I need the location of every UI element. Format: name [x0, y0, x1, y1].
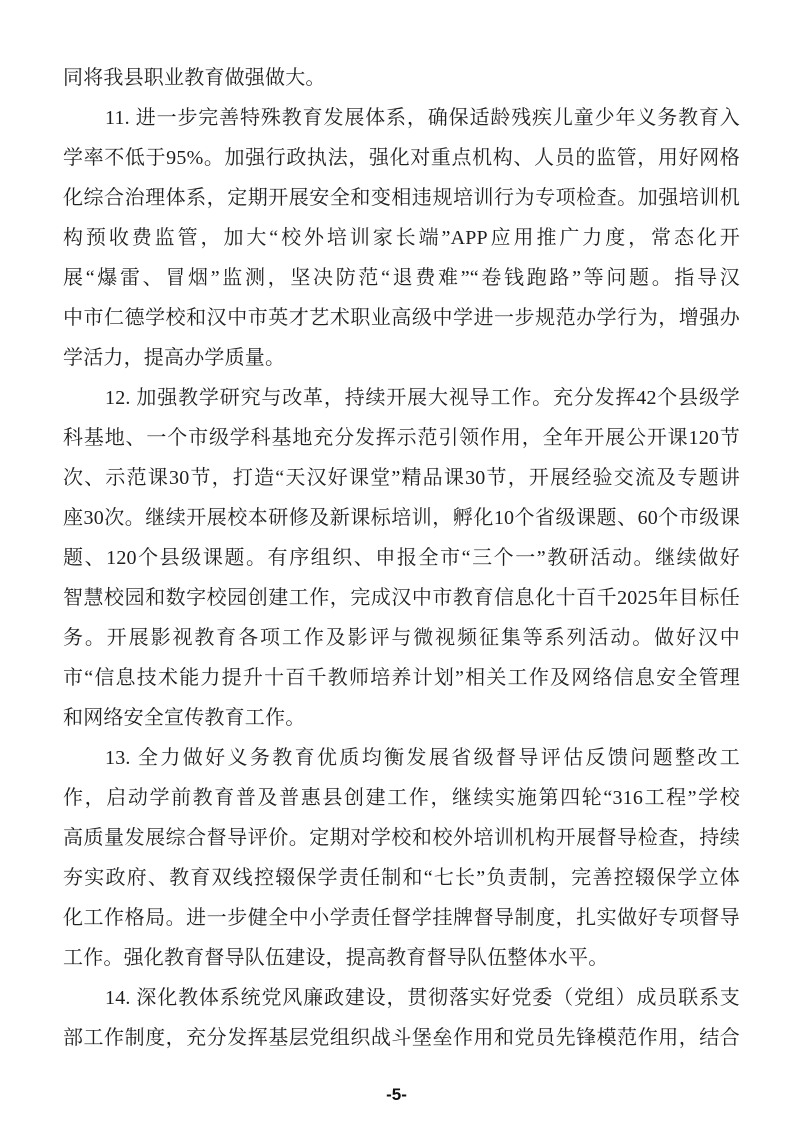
paragraph-item-12	[63, 378, 740, 738]
text-line: 科基地、一个市级学科基地充分发挥示范引领作用，全年开展公开课120节	[63, 427, 740, 449]
text-line: 部工作制度，充分发挥基层党组织战斗堡垒作用和党员先锋模范作用，结合	[63, 1027, 740, 1049]
text-line: 市“信息技术能力提升十百千教师培养计划”相关工作及网络信息安全管理	[63, 667, 740, 689]
text-line: 化工作格局。进一步健全中小学责任督学挂牌督导制度，扎实做好专项督导	[63, 907, 740, 929]
paragraph-item-11	[63, 98, 740, 378]
text-line: 高质量发展综合督导评价。定期对学校和校外培训机构开展督导检查，持续	[63, 827, 740, 849]
text-line: 夯实政府、教育双线控辍保学责任制和“七长”负责制，完善控辍保学立体	[63, 867, 740, 889]
text-line: 12. 加强教学研究与改革，持续开展大视导工作。充分发挥42个县级学	[105, 387, 740, 409]
text-line: 题、120个县级课题。有序组织、申报全市“三个一”教研活动。继续做好	[63, 547, 740, 569]
text-line: 学活力，提高办学质量。	[63, 347, 286, 369]
text-line: 和网络安全宣传教育工作。	[63, 707, 306, 729]
text-line: 化综合治理体系，定期开展安全和变相违规培训行为专项检查。加强培训机	[63, 187, 740, 209]
text-line: 学率不低于95%。加强行政执法，强化对重点机构、人员的监管，用好网格	[63, 147, 740, 169]
text-line: 11. 进一步完善特殊教育发展体系，确保适龄残疾儿童少年义务教育入	[105, 107, 740, 129]
text-line: 同将我县职业教育做强做大。	[63, 67, 326, 89]
text-line: 14. 深化教体系统党风廉政建设，贯彻落实好党委（党组）成员联系支	[105, 987, 740, 1009]
text-line: 务。开展影视教育各项工作及影评与微视频征集等系列活动。做好汉中	[63, 627, 740, 649]
text-line: 中市仁德学校和汉中市英才艺术职业高级中学进一步规范办学行为，增强办	[63, 307, 740, 329]
document-body	[63, 58, 740, 1058]
text-line: 次、示范课30节，打造“天汉好课堂”精品课30节，开展经验交流及专题讲	[63, 467, 740, 489]
paragraph-continuation	[63, 58, 740, 98]
text-line: 展“爆雷、冒烟”监测，坚决防范“退费难”“卷钱跑路”等问题。指导汉	[63, 267, 740, 289]
text-line: 工作。强化教育督导队伍建设，提高教育督导队伍整体水平。	[63, 947, 609, 969]
text-line: 智慧校园和数字校园创建工作，完成汉中市教育信息化十百千2025年目标任	[63, 587, 740, 609]
paragraph-item-13	[63, 738, 740, 978]
text-line: 作，启动学前教育普及普惠县创建工作，继续实施第四轮“316工程”学校	[63, 787, 740, 809]
text-line: 座30次。继续开展校本研修及新课标培训，孵化10个省级课题、60个市级课	[63, 507, 740, 529]
text-line: 13. 全力做好义务教育优质均衡发展省级督导评估反馈问题整改工	[105, 747, 740, 769]
paragraph-item-14	[63, 978, 740, 1058]
page-number: -5-	[386, 1085, 407, 1104]
text-line: 构预收费监管，加大“校外培训家长端”APP应用推广力度，常态化开	[63, 227, 740, 249]
